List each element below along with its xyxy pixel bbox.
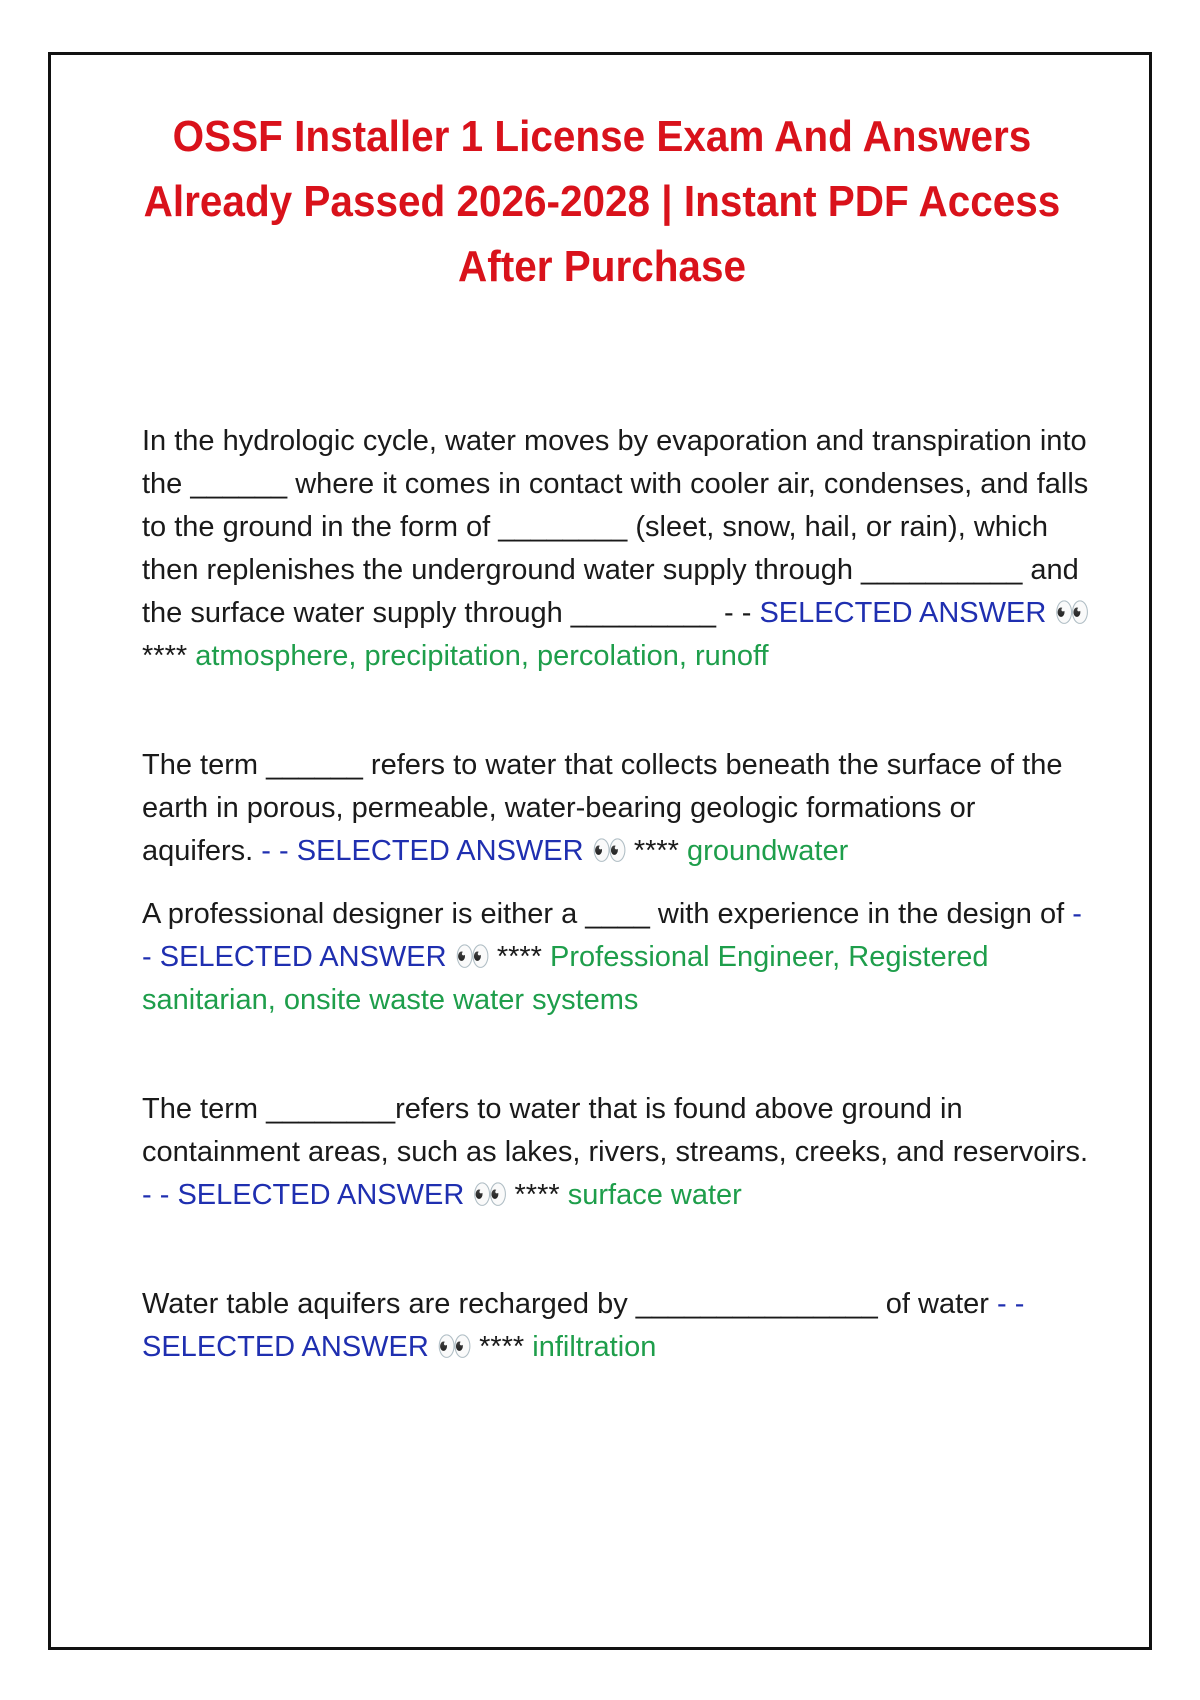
eyes-icon: 👀 [591,835,626,867]
selected-answer-label: SELECTED ANSWER [759,597,1047,629]
answer-text: atmosphere, precipitation, percolation, runoff [195,640,769,672]
selected-answer-label: SELECTED ANSWER [159,941,447,973]
separator: - - [724,597,752,629]
answer-text: groundwater [687,835,849,867]
answer-text: surface water [567,1179,742,1211]
question-item-2 [142,744,1092,873]
separator: - - [142,898,1082,973]
eyes-icon: 👀 [454,941,489,973]
stars-marker: **** [514,1179,560,1211]
question-text: The term ________refers to water that is found above ground in containment areas, such as lakes, rivers, streams, creeks, and reservoirs. [142,1093,1089,1168]
eyes-icon: 👀 [1054,597,1089,629]
stars-marker: **** [142,640,188,672]
question-text: In the hydrologic cycle, water moves by evaporation and transpiration into the ______ where it comes in contact with cooler air, condenses, and falls to the ground in the form of ________ (sleet, snow, hail, or rain), which then replenishes the underground water supply through __________ and the surface water supply through _________ [142,425,1089,629]
document-title [103,104,1100,299]
question-text: The term ______ refers to water that collects beneath the surface of the earth in porous, permeable, water-bearing geologic formations or aquifers. [142,749,1063,867]
separator: - - [997,1288,1025,1320]
title-line-2: Already Passed 2026-2028 | Instant PDF Access [143,177,1061,226]
question-item-4 [142,1088,1092,1217]
title-line-1: OSSF Installer 1 License Exam And Answers [172,112,1032,161]
eyes-icon: 👀 [472,1179,507,1211]
stars-marker: **** [479,1331,525,1363]
selected-answer-label: SELECTED ANSWER [177,1179,465,1211]
question-text: A professional designer is either a ____ with experience in the design of [142,898,1065,930]
title-line-3: After Purchase [458,242,746,291]
question-text: Water table aquifers are recharged by _______________ of water [142,1288,989,1320]
question-item-1 [142,420,1092,678]
stars-marker: **** [633,835,679,867]
answer-text: infiltration [532,1331,657,1363]
stars-marker: **** [496,941,542,973]
question-list [142,420,1092,1369]
question-item-5 [142,1283,1092,1369]
eyes-icon: 👀 [436,1331,472,1363]
selected-answer-label: SELECTED ANSWER [142,1331,429,1363]
separator: - - [261,835,289,867]
separator: - - [142,1179,170,1211]
answer-text: Professional Engineer, Registered sanitarian, onsite waste water systems [142,941,989,1016]
selected-answer-label: SELECTED ANSWER [296,835,584,867]
question-item-3 [142,893,1092,1022]
